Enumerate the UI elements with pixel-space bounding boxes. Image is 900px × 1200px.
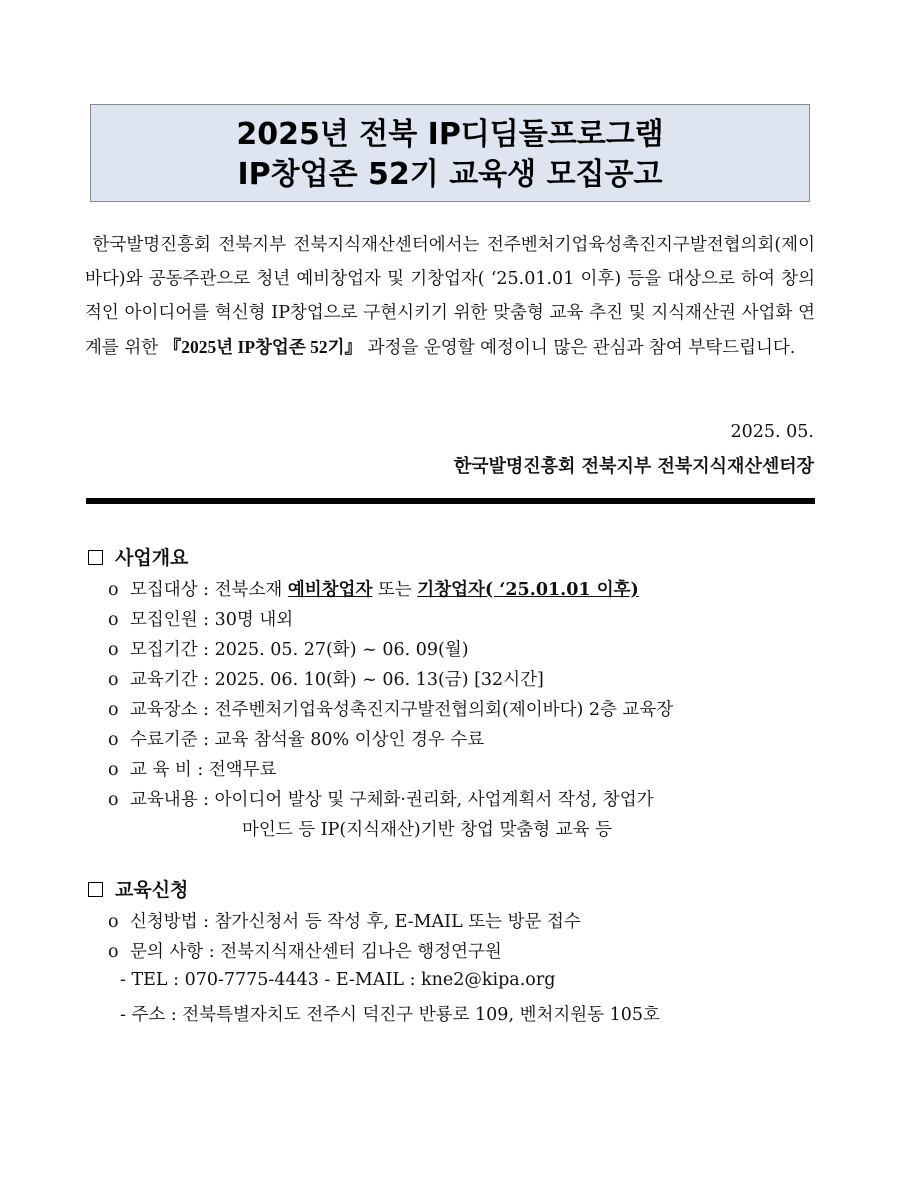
bullet-icon: o bbox=[108, 760, 119, 780]
target-existing-founder: 기창업자( ‘25.01.01 이후) bbox=[417, 580, 639, 600]
bullet-icon: o bbox=[108, 790, 119, 810]
list-item bbox=[108, 756, 276, 781]
list-item bbox=[108, 666, 544, 691]
section-heading-apply bbox=[88, 875, 188, 902]
intro-paragraph bbox=[85, 228, 815, 365]
program-name: 『2025년 IP창업존 52기』 bbox=[163, 337, 363, 357]
announcement-date: 2025. 05. bbox=[730, 422, 814, 442]
contact-address: - 주소 : 전북특별자치도 전주시 덕진구 반룡로 109, 벤처지원동 105호 bbox=[120, 1005, 660, 1025]
item-text: 모집인원 : 30명 내외 bbox=[130, 610, 294, 630]
issuing-organization: 한국발명진흥회 전북지부 전북지식재산센터장 bbox=[453, 456, 814, 477]
bullet-icon: o bbox=[108, 670, 119, 690]
section-title: 사업개요 bbox=[115, 547, 189, 569]
item-text: 교육기간 : 2025. 06. 10(화) ~ 06. 13(금) [32시간] bbox=[130, 670, 544, 690]
bullet-icon: o bbox=[108, 640, 119, 660]
list-item bbox=[108, 908, 581, 933]
list-item bbox=[108, 606, 293, 631]
item-text: 신청방법 : 참가신청서 등 작성 후, E-MAIL 또는 방문 접수 bbox=[130, 912, 581, 932]
bullet-icon: o bbox=[108, 580, 119, 600]
contact-tel-email: - TEL : 070-7775-4443 - E-MAIL : kne2@kipa.org bbox=[120, 970, 556, 990]
bullet-icon: o bbox=[108, 700, 119, 720]
item-text: 교육장소 : 전주벤처기업육성촉진지구발전협의회(제이바다) 2층 교육장 bbox=[130, 700, 674, 720]
target-pre-founder: 예비창업자 bbox=[287, 580, 373, 600]
content-continuation: 마인드 등 IP(지식재산)기반 창업 맞춤형 교육 등 bbox=[242, 820, 613, 840]
section-heading-overview bbox=[88, 543, 188, 570]
item-text: 교육내용 : 아이디어 발상 및 구체화·권리화, 사업계획서 작성, 창업가 bbox=[130, 790, 654, 810]
bullet-icon: o bbox=[108, 610, 119, 630]
bullet-icon: o bbox=[108, 730, 119, 750]
section-title: 교육신청 bbox=[115, 879, 189, 901]
list-item bbox=[108, 786, 654, 811]
title-line-2: IP창업존 52기 교육생 모집공고 bbox=[237, 157, 663, 192]
title-box bbox=[90, 104, 810, 202]
list-item bbox=[108, 576, 639, 601]
item-text: 문의 사항 : 전북지식재산센터 김나은 행정연구원 bbox=[130, 942, 502, 962]
list-item bbox=[108, 726, 484, 751]
intro-text: 한국발명진흥회 전북지부 전북지식재산센터에서는 전주벤처기업육성촉진지구발전협의회(제이바다)와 공동주관으로 청년 예비창업자 및 기창업자( ‘25.01.01 이후) 등을 대상으로 하여 창의적인 아이디어를 혁신형 IP창업으로 구현시키기 위한 맞춤형 교육 추진 및 지식재산권 사업화 연계를 위한 bbox=[85, 235, 815, 358]
bullet-icon: o bbox=[108, 912, 119, 932]
list-item bbox=[108, 938, 502, 963]
title-line-1: 2025년 전북 IP디딤돌프로그램 bbox=[236, 117, 664, 152]
intro-ending: 과정을 운영할 예정이니 많은 관심과 참여 부탁드립니다. bbox=[362, 338, 796, 358]
item-text: 교 육 비 : 전액무료 bbox=[130, 760, 277, 780]
list-item bbox=[108, 696, 673, 721]
divider bbox=[86, 498, 815, 504]
checkbox-square-icon bbox=[88, 550, 103, 565]
item-text: 수료기준 : 교육 참석율 80% 이상인 경우 수료 bbox=[130, 730, 485, 750]
item-text: 모집기간 : 2025. 05. 27(화) ~ 06. 09(월) bbox=[130, 640, 469, 660]
target-label: 모집대상 : 전북소재 bbox=[130, 580, 288, 600]
bullet-icon: o bbox=[108, 942, 119, 962]
checkbox-square-icon bbox=[88, 882, 103, 897]
target-or: 또는 bbox=[372, 580, 418, 600]
list-item bbox=[108, 636, 469, 661]
